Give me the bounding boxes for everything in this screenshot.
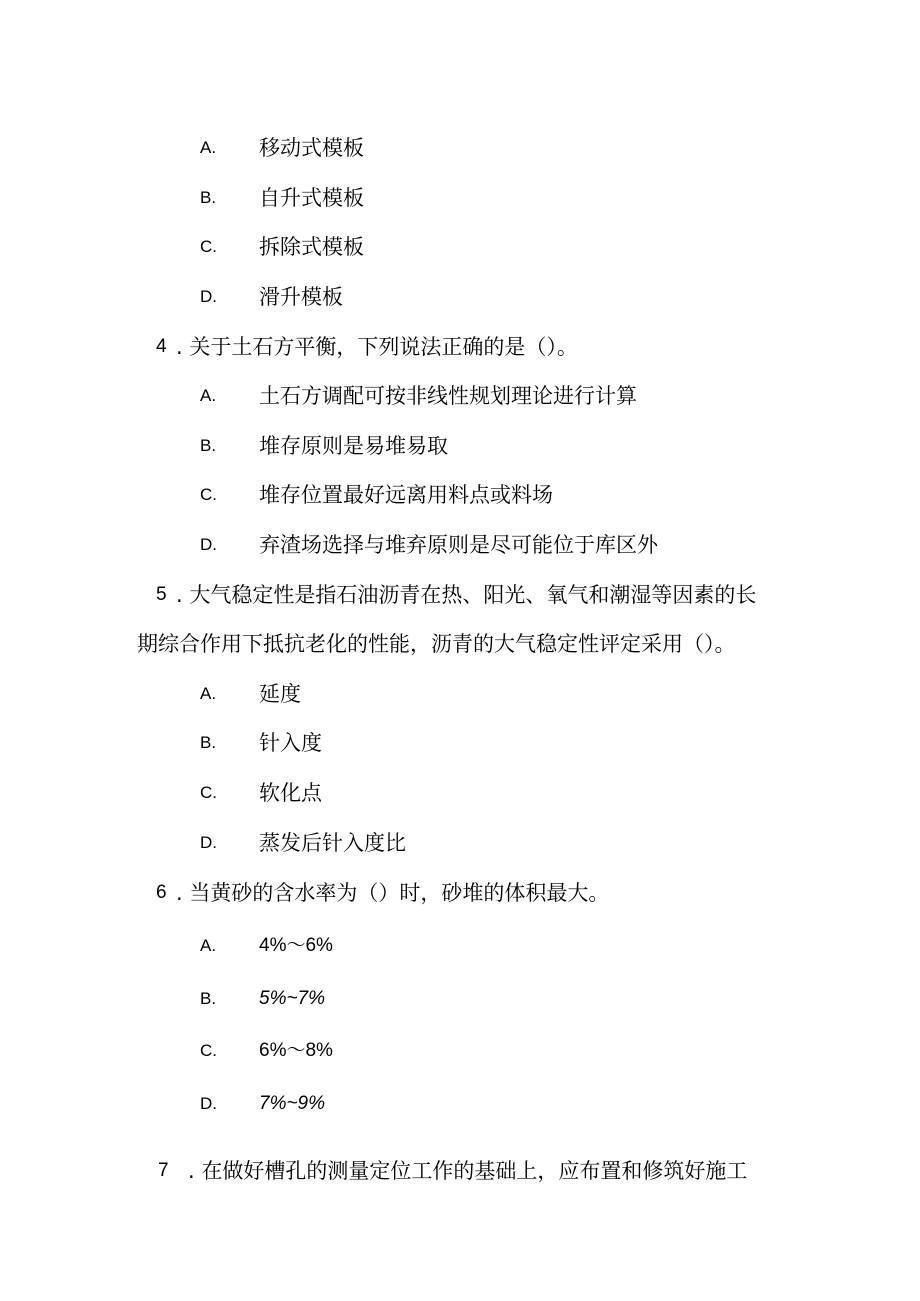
question-number: 7 <box>158 1160 169 1181</box>
option-text: 针入度 <box>259 731 322 755</box>
option-text: 自升式模板 <box>259 186 364 210</box>
option-letter: B. <box>200 989 217 1008</box>
option-text: 蒸发后针入度比 <box>259 831 406 855</box>
option-letter: D. <box>200 535 217 554</box>
question-number: 6 <box>156 882 167 903</box>
option-text: 7%~9% <box>259 1093 326 1114</box>
option-letter: A. <box>200 386 217 405</box>
option-text: 软化点 <box>259 781 322 805</box>
option-letter: D. <box>200 1094 217 1113</box>
option-letter: D. <box>200 287 217 306</box>
question-text-line-1: . 大气稳定性是指石油沥青在热、阳光、氧气和潮湿等因素的长 <box>176 583 757 607</box>
option-letter: B. <box>200 188 217 207</box>
option-text: 6%～8% <box>259 1040 333 1061</box>
option-text: 拆除式模板 <box>259 235 364 259</box>
option-letter: C. <box>200 485 217 504</box>
option-text: 土石方调配可按非线性规划理论进行计算 <box>259 384 637 408</box>
option-letter: C. <box>200 237 217 256</box>
option-letter: A. <box>200 138 217 157</box>
question-text-line-2: 期综合作用下抵抗老化的性能，沥青的大气稳定性评定采用（）。 <box>137 632 736 656</box>
option-letter: B. <box>200 436 217 455</box>
option-text: 4%～6% <box>259 935 333 956</box>
question-number: 5 <box>156 584 167 605</box>
option-letter: D. <box>200 833 217 852</box>
option-letter: C. <box>200 1041 217 1060</box>
option-text: 弃渣场选择与堆弃原则是尽可能位于库区外 <box>259 533 658 557</box>
option-letter: A. <box>200 936 217 955</box>
option-text: 5%~7% <box>259 988 326 1009</box>
question-text: . 当黄砂的含水率为（）时，砂堆的体积最大。 <box>176 881 610 905</box>
option-text: 移动式模板 <box>259 136 364 160</box>
option-letter: C. <box>200 783 217 802</box>
option-text: 滑升模板 <box>259 285 343 309</box>
question-number: 4 <box>156 336 167 357</box>
option-letter: B. <box>200 733 217 752</box>
option-text: 堆存原则是易堆易取 <box>259 434 448 458</box>
question-text: . 在做好槽孔的测量定位工作的基础上，应布置和修筑好施工 <box>188 1159 748 1183</box>
option-letter: A. <box>200 684 217 703</box>
option-text: 延度 <box>259 682 301 706</box>
option-text: 堆存位置最好远离用料点或料场 <box>259 483 553 507</box>
question-text: . 关于土石方平衡，下列说法正确的是（）。 <box>176 335 578 359</box>
